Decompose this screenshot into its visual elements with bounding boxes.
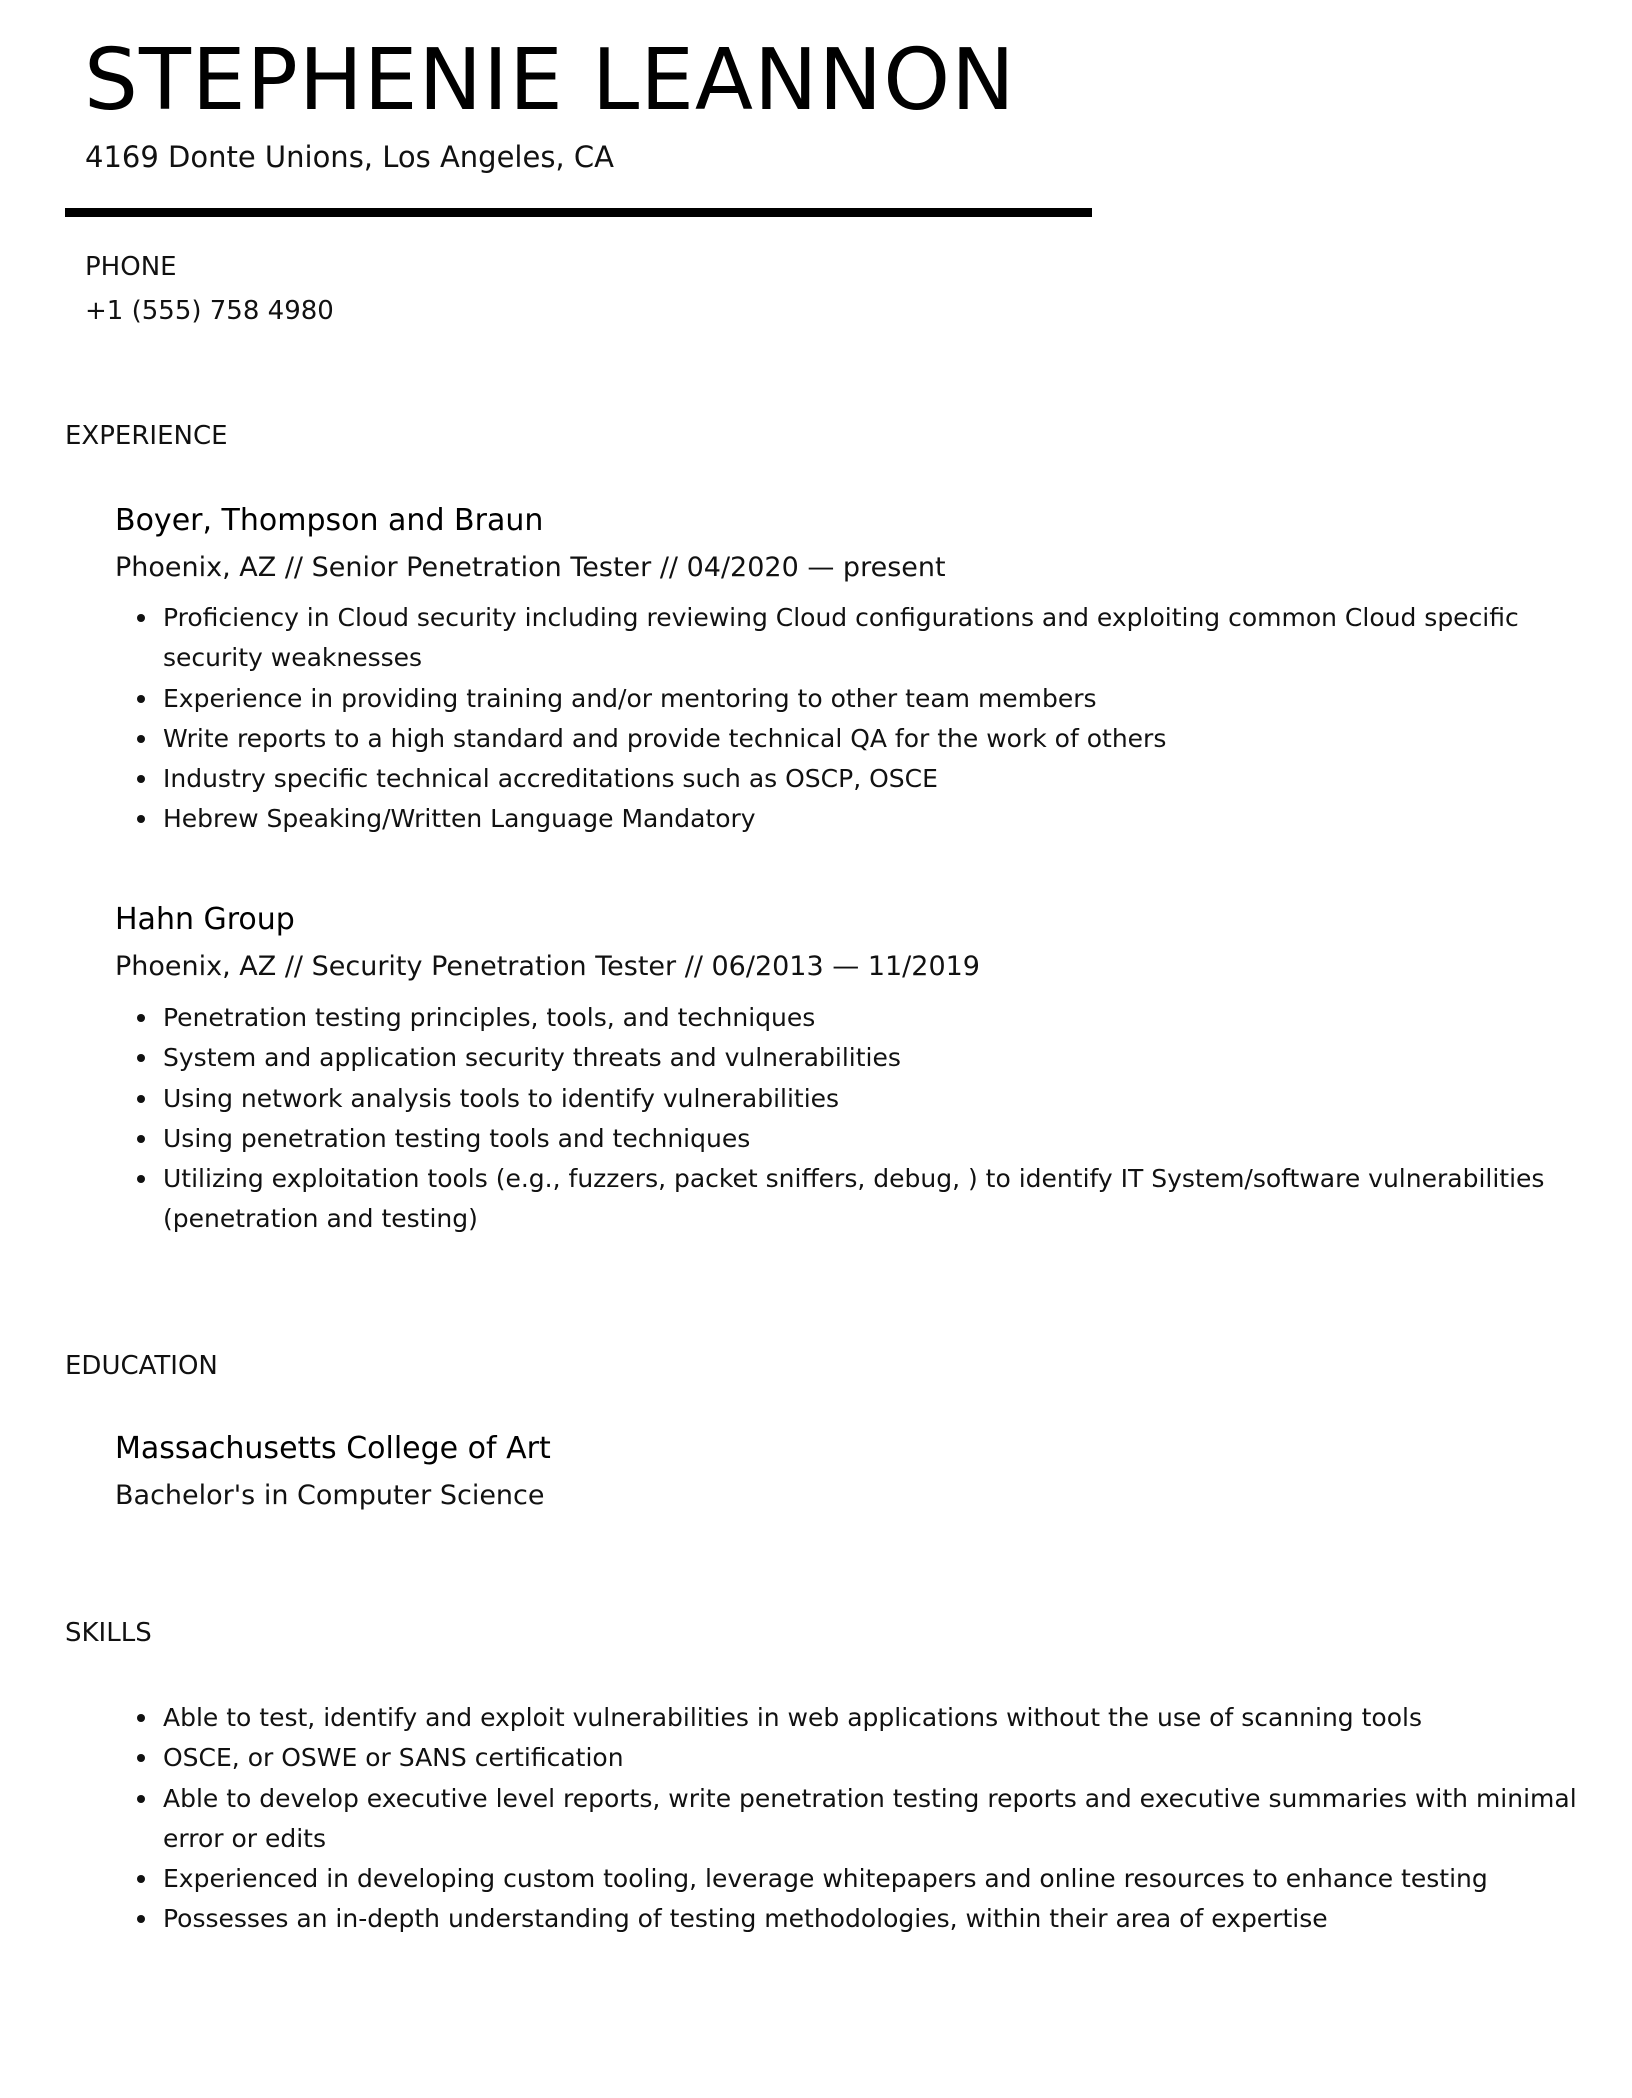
job-bullet-list — [115, 598, 1623, 840]
job-bullet: Penetration testing principles, tools, and techniques — [163, 998, 1623, 1038]
job-company: Hahn Group — [115, 902, 295, 937]
job-bullet-list — [115, 998, 1623, 1240]
job-bullet: Experience in providing training and/or mentoring to other team members — [163, 679, 1623, 719]
job-bullet: Using network analysis tools to identify vulnerabilities — [163, 1079, 1623, 1119]
skill-item: Possesses an in-depth understanding of testing methodologies, within their area of expertise — [163, 1899, 1623, 1939]
school-name: Massachusetts College of Art — [115, 1431, 551, 1466]
job-bullet: Industry specific technical accreditations such as OSCP, OSCE — [163, 759, 1623, 799]
candidate-name: STEPHENIE LEANNON — [84, 31, 1016, 130]
job-bullet: Proficiency in Cloud security including reviewing Cloud configurations and exploiting common Cloud specific security weaknesses — [163, 598, 1623, 679]
skill-item: Able to test, identify and exploit vulnerabilities in web applications without the use of scanning tools — [163, 1698, 1623, 1738]
phone-label: PHONE — [85, 252, 177, 282]
job-bullet: Using penetration testing tools and techniques — [163, 1119, 1623, 1159]
skill-item: Experienced in developing custom tooling, leverage whitepapers and online resources to enhance testing — [163, 1859, 1623, 1899]
job-bullet: Hebrew Speaking/Written Language Mandatory — [163, 799, 1623, 839]
header-divider — [65, 208, 1092, 217]
skills-list — [115, 1698, 1623, 1940]
job-meta: Phoenix, AZ // Senior Penetration Tester // 04/2020 — present — [115, 552, 946, 583]
job-meta: Phoenix, AZ // Security Penetration Tester // 06/2013 — 11/2019 — [115, 951, 980, 982]
degree: Bachelor's in Computer Science — [115, 1480, 545, 1511]
job-company: Boyer, Thompson and Braun — [115, 503, 544, 538]
education-heading: EDUCATION — [65, 1351, 218, 1381]
candidate-address: 4169 Donte Unions, Los Angeles, CA — [85, 140, 614, 174]
job-bullet: System and application security threats and vulnerabilities — [163, 1038, 1623, 1078]
experience-heading: EXPERIENCE — [65, 421, 228, 451]
skill-item: Able to develop executive level reports, write penetration testing reports and executive summaries with minimal error or edits — [163, 1779, 1623, 1860]
phone-value: +1 (555) 758 4980 — [85, 296, 334, 326]
skill-item: OSCE, or OSWE or SANS certification — [163, 1738, 1623, 1778]
job-bullet: Write reports to a high standard and provide technical QA for the work of others — [163, 719, 1623, 759]
job-bullet: Utilizing exploitation tools (e.g., fuzzers, packet sniffers, debug, ) to identify IT System/software vulnerabilities (penetration and testing) — [163, 1159, 1623, 1240]
skills-heading: SKILLS — [65, 1618, 152, 1648]
